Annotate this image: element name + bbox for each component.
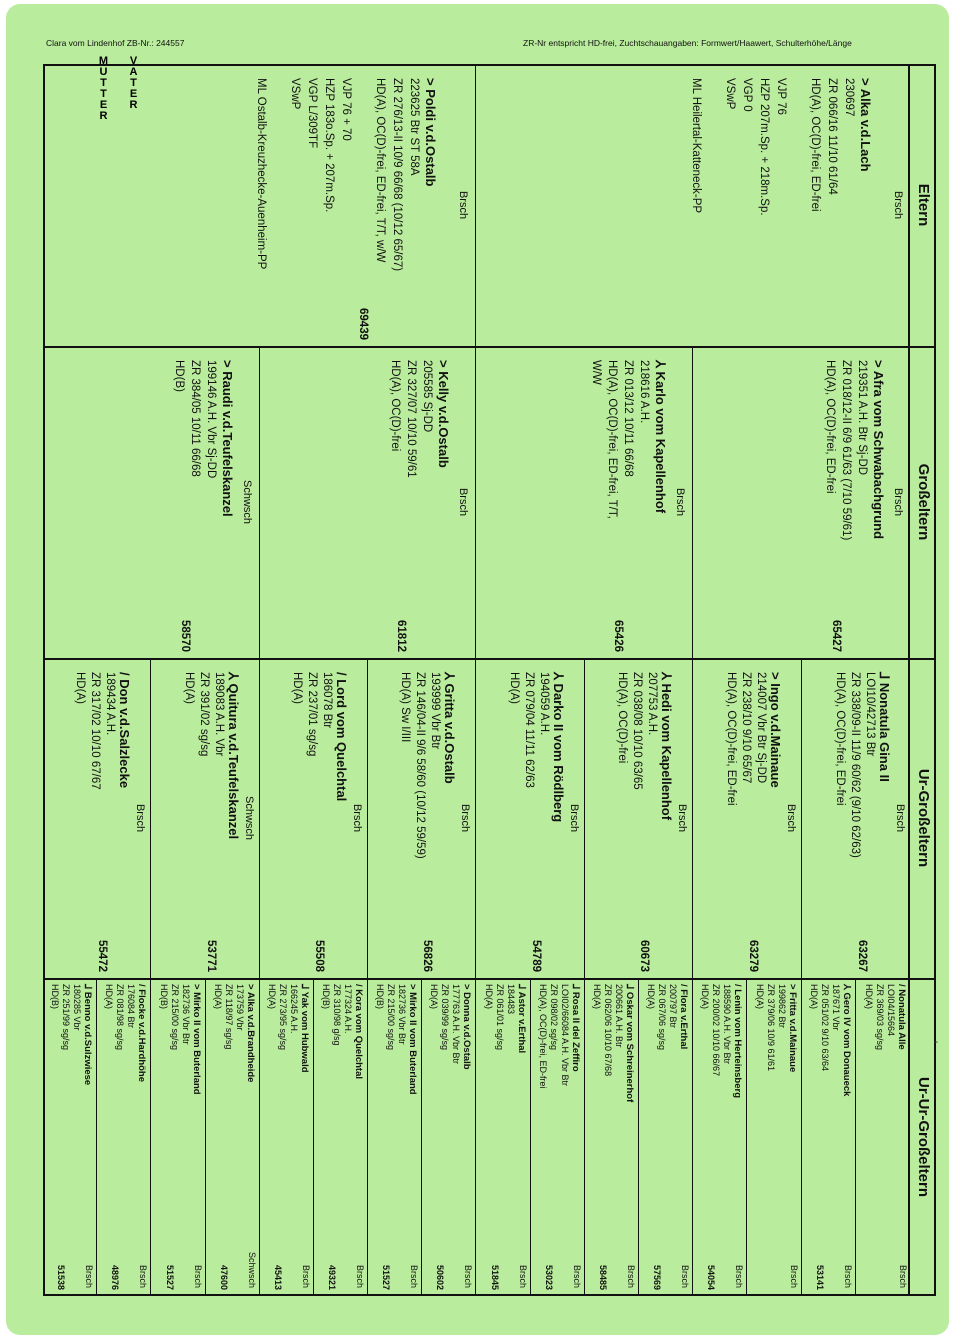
entry-body (687, 78, 874, 216)
dog-detail-line: ZR 317/02 10/10 67/67 (89, 672, 102, 790)
dog-detail-line: 205585 Sj-DD (421, 360, 434, 433)
sex-label: Brsch (680, 1264, 691, 1288)
pedigree-sheet (6, 4, 949, 1335)
dog-detail-line: ML Ostalb-Kreuzhecke-Auenheim-PP (255, 78, 268, 270)
grosseltern-entry (43, 346, 260, 658)
dog-detail-line: 189434 A.H. (104, 672, 117, 736)
registry-number: 56826 (421, 940, 434, 972)
dog-detail-line: ZR 238/10 9/10 65/67 (739, 672, 752, 784)
ururgrosseltern-entry (856, 978, 910, 1296)
dog-detail-line: HD(A) (266, 984, 277, 1009)
registry-number: 58485 (598, 1264, 609, 1290)
entry-body (822, 360, 886, 540)
sex-label: Brsch (138, 1264, 149, 1288)
dog-detail-line: ZR 276/13-II 10/9 66/68 (10/12 65/67) (391, 78, 404, 272)
dog-detail-line: HD(B) (375, 984, 386, 1009)
registry-number: 53771 (204, 940, 217, 972)
sex-label: Brsch (457, 487, 470, 517)
urgrosseltern-entry (151, 658, 259, 978)
dog-name: ⅃ Oskar vom Schreinerhof (624, 984, 636, 1103)
eltern-entry (477, 64, 911, 346)
sex-label: Brsch (892, 487, 904, 517)
urgrosseltern-entry (368, 658, 476, 978)
dog-name: ⅄ Darko II vom Rödlberg (550, 672, 566, 823)
dog-detail-line: LOI04/15664 (886, 984, 896, 1037)
dog-name: > Poldi v.d.Ostalb (423, 78, 439, 187)
ururgrosseltern-entry (531, 978, 585, 1296)
dog-detail-line: HD(B) (158, 984, 169, 1009)
ururgrosseltern-entry (43, 978, 97, 1296)
dog-detail-line: 218616 A.H. (638, 360, 651, 424)
dog-detail-line: ZR 067/06 sg/sg (657, 984, 668, 1051)
side-label-letter: T (100, 77, 108, 89)
dog-name: ⅄ Karlo vom Kapellenhof (653, 360, 669, 514)
dog-detail-line: ZR 039/99 sg/sg (440, 984, 451, 1051)
column-header-urgrosseltern: Ur-Großeltern (908, 658, 936, 978)
side-label-letter: T (130, 77, 138, 89)
ururgrosseltern-entry (802, 978, 856, 1296)
dog-detail-line: HD(A) (212, 984, 223, 1009)
dog-detail-line: 182736 Vbr Btr (397, 984, 408, 1045)
dog-detail-line: HD(A) (646, 984, 657, 1009)
urgrosseltern-entry (43, 658, 151, 978)
ururgrosseltern-entry (585, 978, 639, 1296)
registry-number: 51538 (56, 1264, 67, 1290)
dog-detail-line: HD(A) (592, 984, 603, 1009)
dog-detail-line: VSwP (289, 78, 302, 110)
dog-detail-line: HZP 183o.Sp. + 207m.Sp. (323, 78, 336, 213)
registry-number: 49321 (327, 1264, 338, 1290)
dog-detail-line: HD(A), OC(D)-frei (389, 360, 402, 452)
dog-name: > Fritta v.d.Mainaue (786, 984, 798, 1073)
column-header-grosseltern: Großeltern (908, 346, 936, 658)
column-header-eltern: Eltern (908, 64, 936, 346)
sex-label: Brsch (571, 1264, 582, 1288)
dog-detail-line: VGP L/309TF (306, 78, 319, 149)
dog-detail-line (789, 78, 806, 216)
registry-number: 47600 (218, 1264, 229, 1290)
dog-detail-line: 180285 Vbr (72, 984, 83, 1031)
side-label-letter: U (99, 66, 109, 78)
dog-detail-line: HD(B) (321, 984, 332, 1009)
sex-label: Brsch (898, 1264, 908, 1288)
dog-name: > Mirko II vom Buterland (190, 984, 202, 1095)
entry-body (49, 984, 93, 1085)
dog-detail-line: VJP 76 (775, 78, 787, 115)
dog-detail-line: VSwP (724, 78, 736, 110)
ururgrosseltern-entry (314, 978, 368, 1296)
entry-body (253, 78, 440, 271)
dog-detail-line: HD(A) Sw I/III (399, 672, 412, 743)
urgrosseltern-entry (802, 658, 910, 978)
dog-detail-line: HD(A) (700, 984, 711, 1009)
registry-number: 55472 (96, 940, 109, 972)
dog-detail-line: HD(A), OC(D)-frei, ED-frei, T/T, w/W (374, 78, 387, 263)
sex-label: Brsch (355, 1264, 366, 1288)
sex-label: Brsch (84, 1264, 95, 1288)
registry-number: 61812 (395, 620, 408, 652)
entry-body (398, 672, 458, 859)
dog-detail-line: HZP 207m.Sp. + 218m.Sp. (758, 78, 770, 216)
dog-detail-line: HD(B) (172, 360, 185, 392)
ururgrosseltern-entry (206, 978, 260, 1296)
dog-detail-line: HD(A) (754, 984, 765, 1009)
grosseltern-entry (477, 346, 694, 658)
dog-detail-line: 199146 A.H. Vbr Sj-DD (204, 360, 217, 479)
sex-label: Brsch (409, 1264, 420, 1288)
dog-detail-line: 184483 (505, 984, 516, 1015)
header-dog-id: Clara vom Lindenhof ZB-Nr.: 244557 (46, 38, 185, 48)
sex-label: Brsch (734, 1264, 745, 1288)
dog-detail-line: ZR 051/02 9/10 63/64 (819, 984, 830, 1072)
dog-detail-line: 199862 Btr (776, 984, 787, 1029)
ururgrosseltern-entry (97, 978, 151, 1296)
dog-detail-line: 194059 A.H. (537, 672, 550, 736)
entry-body (374, 984, 418, 1095)
dog-name: > Donna v.d.Ostalb (461, 984, 473, 1070)
urgrosseltern-entry (693, 658, 801, 978)
dog-detail-line: HD(A), OC(D)-frei, ED-frei (834, 672, 846, 806)
sex-label: Brsch (894, 803, 906, 833)
entry-body (699, 984, 743, 1098)
dog-detail-line: HD(A), OC(D)-frei, ED-frei, T/T, (606, 360, 619, 519)
entry-body (832, 672, 892, 858)
dog-detail-line: 186078 Btr (321, 672, 334, 729)
sex-label: Brsch (788, 1264, 799, 1288)
side-label-letter: V (129, 55, 139, 67)
dog-detail-line: ZR 200/02 10/10 66/67 (711, 984, 722, 1077)
dog-detail-line: ZR 118/97 sg/sg (223, 984, 234, 1050)
sex-label: Brsch (842, 1264, 853, 1288)
dog-detail-line: HD(A), OC(D)-frei (616, 672, 629, 764)
dog-name: / Nonatula Alle (896, 984, 907, 1050)
dog-name: > Raudi v.d.Teufelskanzel (219, 360, 235, 517)
dog-detail-line (704, 78, 721, 216)
registry-number: 51527 (164, 1264, 175, 1290)
sex-label: Brsch (784, 803, 797, 833)
entry-body (483, 984, 527, 1053)
registry-number: 53141 (814, 1264, 825, 1290)
entry-body (588, 360, 668, 519)
dog-detail-line: 176084 Btr (126, 984, 137, 1029)
side-label-letter: A (129, 66, 139, 78)
grosseltern-entry (260, 346, 477, 658)
entry-body (754, 984, 798, 1072)
dog-name: / Lenin vom Herteinsberg (732, 984, 744, 1099)
urgrosseltern-entry (260, 658, 368, 978)
dog-detail-line: ZR 338/09-II 11/9 60/62 (9/10 62/63) (849, 672, 861, 858)
registry-number: 50602 (435, 1264, 446, 1290)
registry-number: 51845 (489, 1264, 500, 1290)
dog-detail-line: 187671 Vbr (830, 984, 841, 1031)
entry-body (645, 984, 689, 1050)
dog-detail-line: VJP 76 + 70 (340, 78, 353, 141)
dog-name: ⅃ Rosa II del Zeffiro (569, 984, 581, 1072)
dog-name: ⅃ Yak vom Hubwald (298, 984, 310, 1073)
dog-detail-line: 223625 Btr ST 58A (408, 78, 421, 176)
ururgrosseltern-entry (422, 978, 476, 1296)
entry-body (103, 984, 147, 1082)
registry-number: 45413 (272, 1264, 283, 1290)
dog-name: / Lord vom Quelchtal (334, 672, 350, 802)
dog-detail-line: VGP 0 (741, 78, 753, 112)
dog-detail-line: ZR 081/98 sg/sg (115, 984, 126, 1051)
dog-name: ⅄ Hedi vom Kapellenhof (659, 672, 675, 821)
dog-detail-line: 177763 A.H. Vbr Btr (451, 984, 462, 1065)
dog-detail-line: 182736 Vbr Btr (180, 984, 191, 1045)
dog-detail-line: 219351 A.H. Btr Sj-DD (856, 360, 868, 476)
dog-detail-line: LOI10/42713 Btr (864, 672, 876, 757)
dog-detail-line: ZR 384/05 10/11 66/68 (188, 360, 201, 477)
dog-detail-line: ZR 310/98 g/sg (332, 984, 343, 1046)
dog-detail-line: LOI02/66084 A.H. Vbr Btr (559, 984, 570, 1087)
dog-name: ⅄ Quitura v.d.Teufelskanzel (225, 672, 241, 840)
column-grosseltern (43, 346, 936, 658)
sex-label: Schwsch (242, 795, 255, 841)
entry-body (506, 672, 566, 822)
sex-label: Brsch (459, 803, 472, 833)
dog-detail-line: HD(A) (104, 984, 115, 1009)
dog-name: > Alka v.d.Lach (858, 78, 873, 172)
dog-detail-line: ZR 273/95 sg/sg (277, 984, 288, 1051)
entry-body (266, 984, 310, 1073)
dog-detail-line: ZR 251/99 sg/sg (61, 984, 72, 1051)
sex-label: Brsch (567, 803, 580, 833)
registry-number: 55508 (313, 940, 326, 972)
dog-detail-line: HD(A) (291, 672, 304, 704)
dog-detail-line: 166245 A.H. (288, 984, 299, 1034)
dog-name: / Kora vom Quelchtal (353, 984, 365, 1080)
registry-number: 65426 (612, 620, 625, 652)
dog-detail-line: 177324 A.H. (343, 984, 354, 1034)
dog-detail-line: ZR 018/12-II 6/9 61/63 (7/10 59/61) (840, 360, 852, 541)
entry-body (863, 984, 907, 1050)
sex-label: Brsch (134, 803, 147, 833)
dog-detail-line: 173759 Vbr (234, 984, 245, 1031)
dog-detail-line: ZR 062/06 10/10 67/68 (603, 984, 614, 1077)
side-label-mutter (98, 56, 110, 122)
sex-label: Schwsch (246, 1251, 257, 1288)
registry-number: 48976 (110, 1264, 121, 1290)
dog-name: / Flocke v.d.Hardhöhe (136, 984, 148, 1083)
dog-detail-line: 188590 A.H. Vbr Btr (722, 984, 733, 1065)
header-legend: ZR-Nr entspricht HD-frei, Zuchtschauangaben: Formwert/Haawert, Schulterhöhe/Länge (523, 38, 852, 48)
urgrosseltern-entry (477, 658, 585, 978)
ururgrosseltern-entry (368, 978, 422, 1296)
sex-label: Brsch (463, 1264, 474, 1288)
dog-detail-line: HD(A) (507, 672, 520, 704)
dog-name: ⅃ Benno v.d.Sulzwiese (82, 984, 94, 1086)
side-label-letter: E (129, 88, 139, 100)
dog-detail-line: HD(A) (808, 984, 819, 1009)
dog-detail-line: 193999 Vbr Btr (429, 672, 442, 750)
dog-name: / Flora v.Erthal (678, 984, 690, 1050)
dog-name: > Alka v.d.Brandheide (244, 984, 256, 1083)
entry-body (181, 672, 241, 839)
dog-detail-line: 230697 (843, 78, 855, 117)
registry-number: 63279 (746, 940, 759, 972)
entry-body (537, 984, 581, 1089)
sex-label: Schwsch (240, 479, 253, 525)
dog-name: ⅃ Nonatula Gina II (877, 672, 892, 782)
dog-detail-line: HD(A) (182, 672, 195, 704)
registry-number: 60673 (638, 940, 651, 972)
column-eltern (43, 64, 936, 346)
sex-label: Brsch (892, 190, 904, 220)
ururgrosseltern-entry (639, 978, 693, 1296)
column-header-ururgrosseltern: Ur-Ur-Großeltern (908, 978, 936, 1296)
registry-number: 58570 (178, 620, 191, 652)
dog-detail-line: ZR 215/00 sg/sg (386, 984, 397, 1051)
dog-detail-line: HD(A), OC(D)-frei, ED-frei (724, 672, 737, 806)
ururgrosseltern-entry (693, 978, 747, 1296)
dog-detail-line: ZR 066/16 11/10 61/64 (826, 78, 838, 195)
dog-detail-line: ZR 327/07 10/10 59/61 (405, 360, 418, 478)
dog-detail-line: HD(A) (429, 984, 440, 1009)
entry-body (808, 984, 852, 1096)
entry-body (591, 984, 635, 1102)
ururgrosseltern-entry (477, 978, 531, 1296)
dog-name: ⅄ Gritta v.d.Ostalb (442, 672, 458, 784)
registry-number: 51527 (381, 1264, 392, 1290)
side-label-letter: M (98, 55, 110, 67)
dog-detail-line: HD(A), OC(D)-frei, ED-frei (537, 984, 548, 1089)
dog-detail-line (355, 78, 372, 271)
dog-detail-line: HD(A), OC(D)-frei, ED-frei (824, 360, 836, 494)
dog-name: > Afra vom Schwabachgrund (871, 360, 886, 540)
ururgrosseltern-entry (747, 978, 801, 1296)
dog-name: / Don v.d.Salzlecke (117, 672, 133, 789)
sex-label: Brsch (351, 803, 364, 833)
margin-mark: - (934, 1034, 938, 1048)
dog-detail-line: ZR 038/08 10/10 63/65 (631, 672, 644, 790)
dog-name: > Mirko II vom Buterland (407, 984, 419, 1095)
entry-body (171, 360, 235, 517)
sex-label: Brsch (626, 1264, 637, 1288)
dog-detail-line: ZR 215/00 sg/sg (169, 984, 180, 1051)
dog-detail-line: 200661 A.H. Btr (614, 984, 625, 1048)
ururgrosseltern-entry (260, 978, 314, 1296)
dog-detail-line: 200797 Btr (668, 984, 679, 1029)
registry-number: 57569 (652, 1264, 663, 1290)
dog-name: ⅄ Gero IV vom Donaueck (840, 984, 852, 1097)
sex-label: Brsch (300, 1264, 311, 1288)
side-label-vater (114, 56, 154, 111)
entry-body (289, 672, 349, 801)
registry-number: 53023 (543, 1264, 554, 1290)
side-label-letter: R (99, 110, 109, 122)
entry-body (158, 984, 202, 1095)
urgrosseltern-entry (585, 658, 693, 978)
sex-label: Brsch (676, 803, 689, 833)
dog-detail-line: HD(A), OC(D)-frei, ED-frei (809, 78, 821, 212)
sex-label: Brsch (517, 1264, 528, 1288)
entry-body (723, 672, 783, 806)
side-label-letter: E (99, 99, 109, 111)
registry-number: 54054 (706, 1264, 717, 1290)
dog-detail-line: HD(A) (483, 984, 494, 1009)
dog-name: > Ingo v.d.Mainaue (767, 672, 783, 788)
dog-detail-line: HD(B) (50, 984, 61, 1009)
registry-number: 65427 (830, 620, 842, 652)
side-label-mutter-text (98, 56, 110, 122)
dog-name: > Kelly v.d.Ostalb (436, 360, 452, 468)
sex-label: Brsch (192, 1264, 203, 1288)
dog-detail-line: HD(A) (74, 672, 87, 704)
side-label-vater-text (114, 56, 154, 111)
dog-name: ⅃ Astor v.Erthal (515, 984, 527, 1054)
sex-label: Brsch (674, 487, 687, 517)
dog-detail-line: ZR 379/06 10/9 61/61 (765, 984, 776, 1072)
dog-detail-line: ZR 098/02 sg/sg (548, 984, 559, 1051)
dog-detail-line (270, 78, 287, 271)
dog-detail-line: W/W (590, 360, 603, 385)
dog-detail-line: ZR 079/04 11/11 62/63 (522, 672, 535, 788)
dog-detail-line: 214007 Vbr Btr Sj-DD (754, 672, 767, 784)
entry-body (72, 672, 132, 790)
entry-body (614, 672, 674, 820)
dog-detail-line: ZR 391/02 sg/sg (197, 672, 210, 757)
side-label-letter: T (100, 88, 108, 100)
dog-detail-line: 207753 A.H. (646, 672, 659, 736)
dog-detail-line: ZR 013/12 10/11 66/68 (622, 360, 635, 477)
entry-body (212, 984, 256, 1082)
column-ururgrosseltern (43, 978, 936, 1296)
side-label-letter: R (129, 99, 139, 111)
entry-body (388, 360, 452, 478)
dog-detail-line: HD(A) (864, 984, 874, 1009)
dog-detail-line: 189083 A.H. Vbr (212, 672, 225, 757)
grosseltern-entry (693, 346, 910, 658)
entry-body (320, 984, 364, 1079)
registry-number: 63267 (856, 940, 868, 972)
dog-detail-line: ML Heilertal-Katteneck-PP (690, 78, 702, 214)
registry-number: 69439 (357, 308, 370, 340)
dog-detail-line: ZR 061/01 sg/sg (494, 984, 505, 1051)
dog-detail-line: ZR 369/03 sg/sg (875, 984, 885, 1051)
column-urgrosseltern (43, 658, 936, 978)
dog-detail-line: ZR 237/01 sg/sg (306, 672, 319, 757)
dog-detail-line: ZR 146/04-II 9/6 58/60 (10/12 59/59) (414, 672, 427, 859)
registry-number: 54789 (529, 940, 542, 972)
ururgrosseltern-entry (151, 978, 205, 1296)
pedigree-table (43, 64, 936, 1296)
sex-label: Brsch (457, 190, 470, 220)
entry-body (429, 984, 473, 1070)
